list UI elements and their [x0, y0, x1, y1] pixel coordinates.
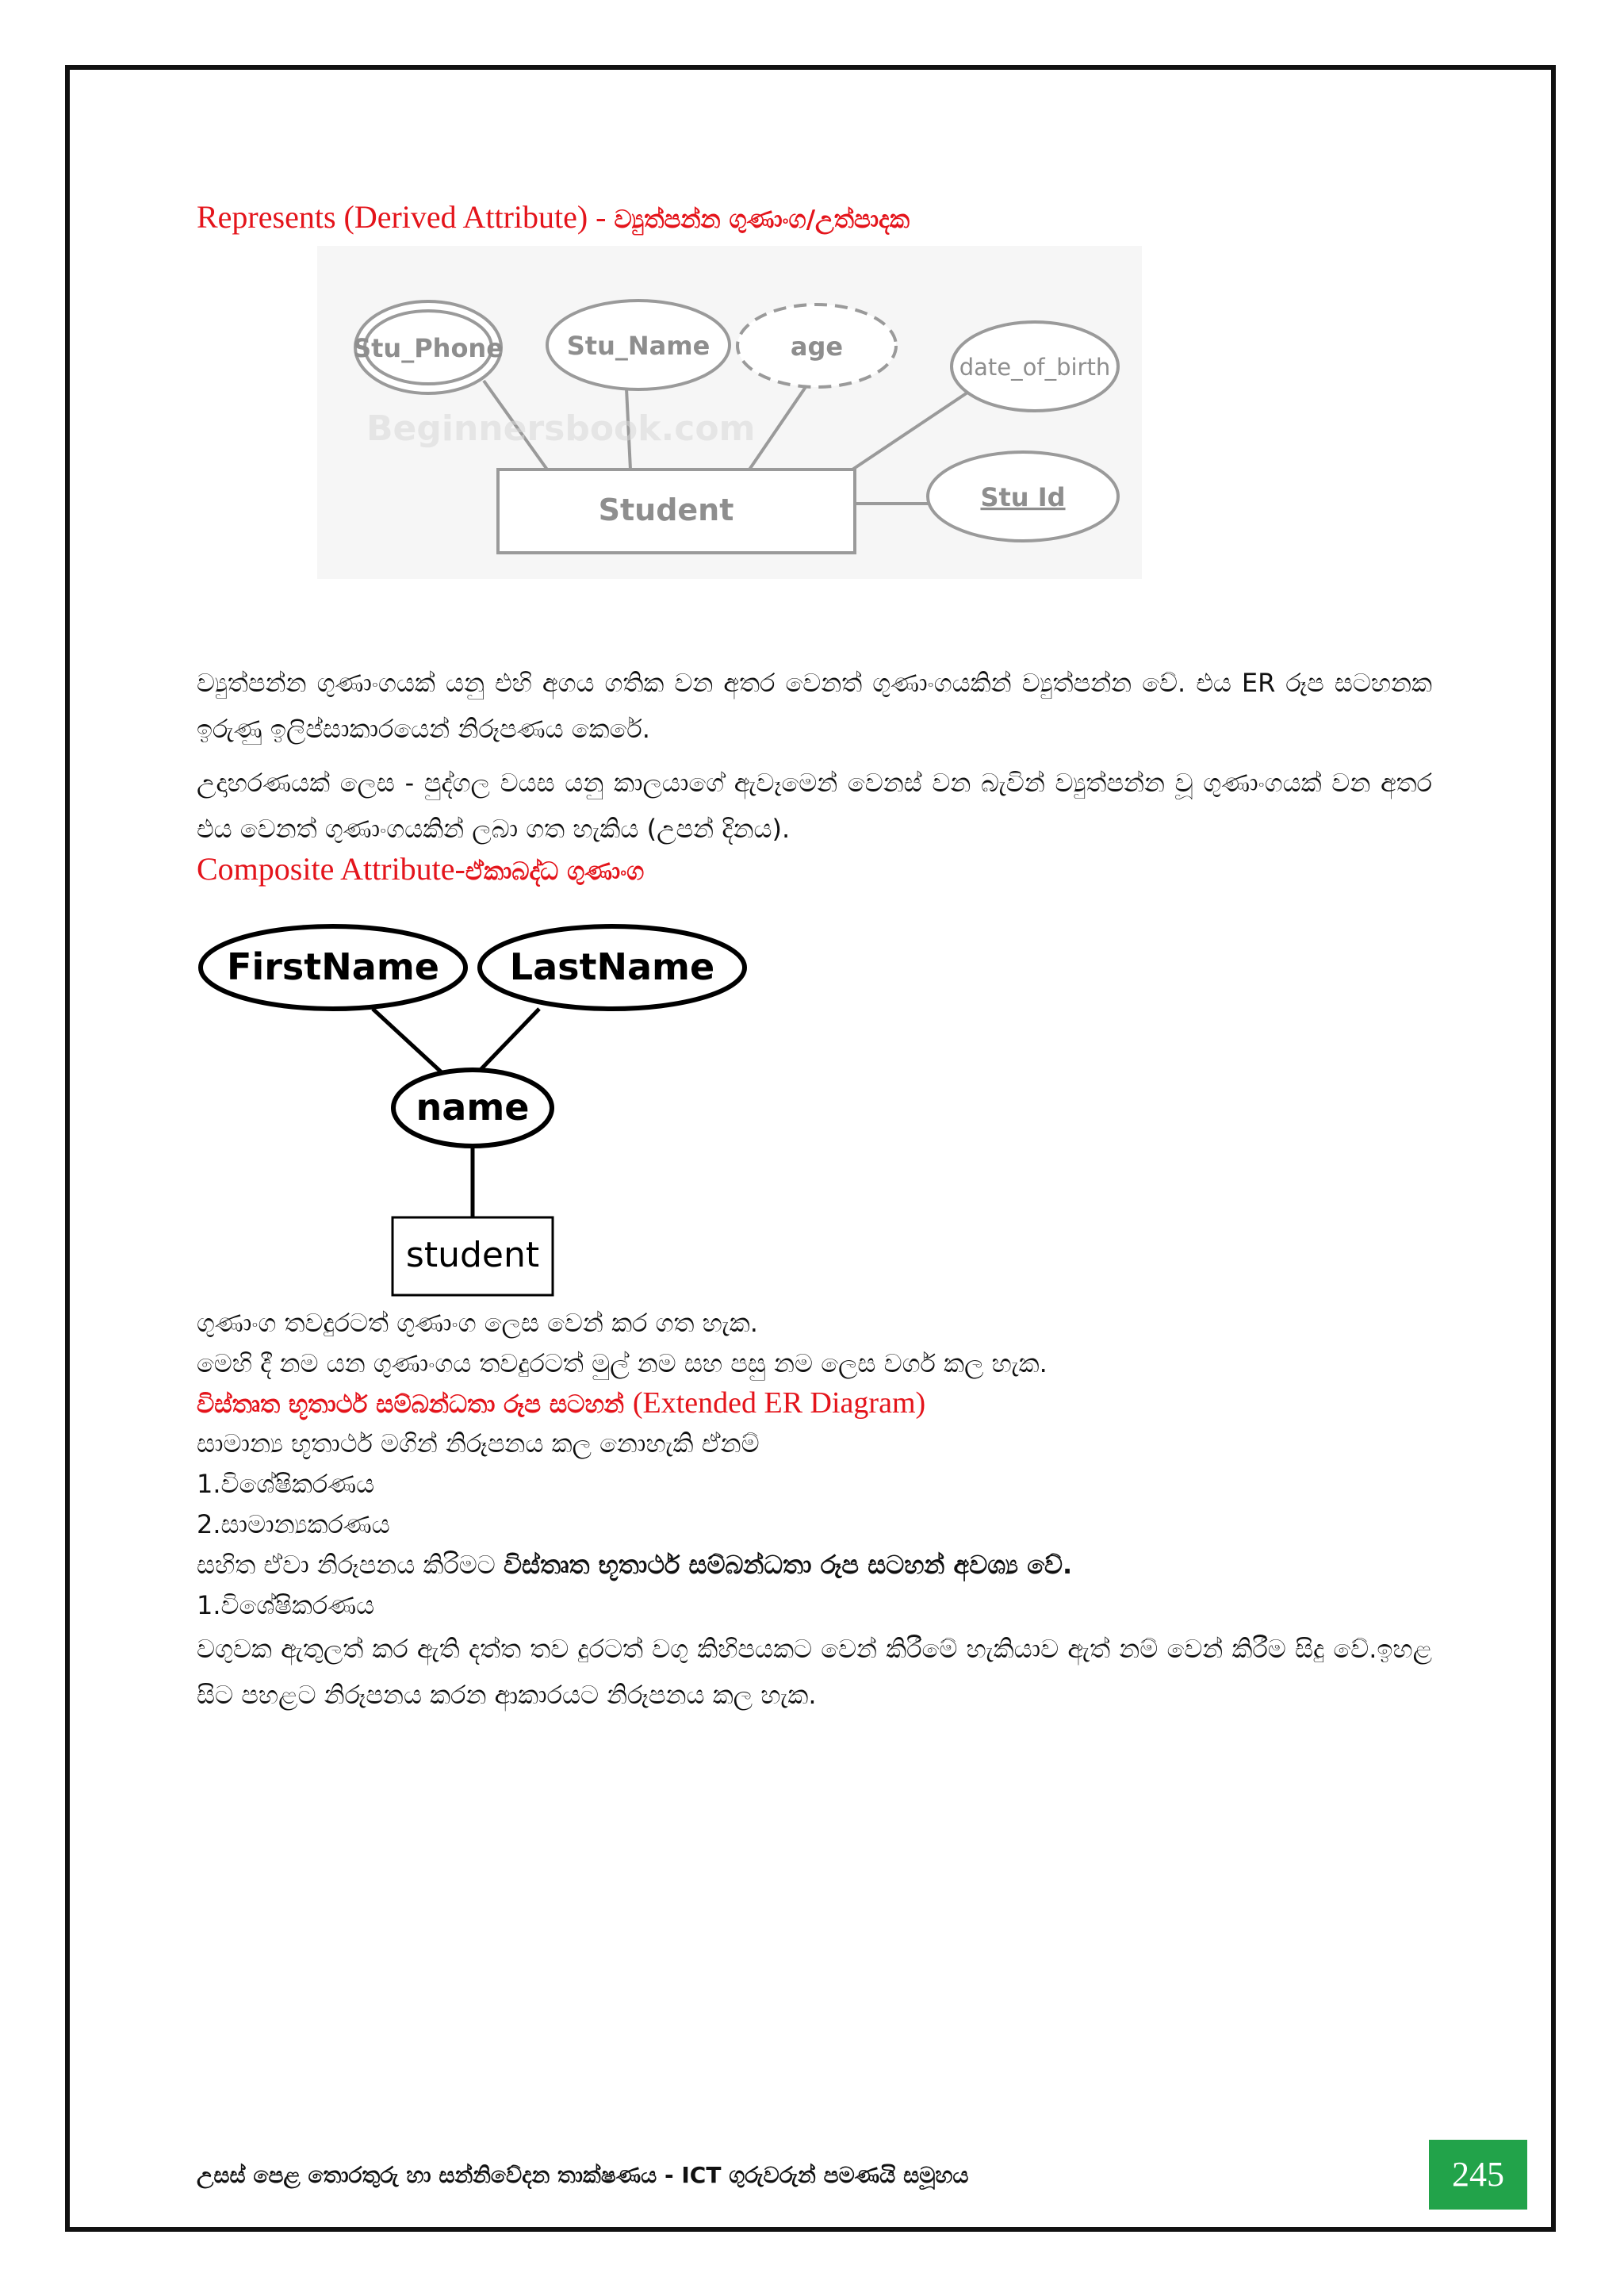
name-label: name [416, 1086, 530, 1129]
age-label: age [790, 332, 844, 362]
list-item-generalization: 2.සාමාන්‍යකරණය [197, 1509, 390, 1539]
student-label: student [405, 1235, 540, 1275]
footer-text: උසස් පෙළ තොරතුරු හා සන්නිවේදන තාක්ෂණය - ICT ගුරුවරුන් පමණයි සමූහය [197, 2162, 969, 2188]
derived-definition-paragraph: ව්‍යුත්පන්න ගුණාංගයක් යනු එහි අගය ගතික වන අතර වෙනත් ගුණාංගයකින් ව්‍යුත්පන්න වේ. එය ER රූප සටහනක ඉරුණු ඉලිප්සාකාරයෙන් නිරූපණය කෙරේ. [197, 668, 1432, 744]
stu-id-label: Stu Id [980, 482, 1066, 512]
specialization-paragraph: වගුවක ඇතුලත් කර ඇති දත්ත තව දුරටත් වගු කිහිපයකට වෙන් කිරීමේ හැකියාව ඇත් නම් වෙන් කිරීම සිදු වේ.ඉහළ සිට පහළට නිරූපනය කරන ආකාරයට නිරූපනය කල හැක. [197, 1634, 1432, 1710]
stu-name-label: Stu_Name [566, 331, 710, 361]
extended-er-heading [197, 1383, 925, 1424]
heading-english: Represents (Derived Attribute) - [197, 199, 615, 235]
date-of-birth-label: date_of_birth [959, 354, 1111, 381]
firstname-attribute [201, 926, 465, 1009]
watermark: Beginnersbook.com [366, 408, 756, 449]
eer-required-line [197, 1545, 1072, 1585]
stu-phone-label: Stu_Phone [353, 333, 504, 363]
composite-line-2: මෙහි දී නම යන ගුණාංගය තවදුරටත් මුල් නම සහ පසු නම ලෙස වර්ග කල හැක. [197, 1348, 1048, 1378]
eer-required-bold: විස්තෘත භූතාර්ථ සම්බන්ධතා රූප සටහන් අවශ්‍ය වේ. [503, 1550, 1073, 1580]
name-composite-attribute [393, 1070, 552, 1146]
student-entity [498, 470, 855, 553]
derived-attribute-diagram [317, 246, 1142, 579]
date-of-birth-attribute [952, 322, 1118, 411]
firstname-label: FirstName [227, 945, 439, 988]
stu-name-attribute [547, 301, 730, 389]
derived-attribute-heading [197, 198, 910, 239]
extended-er-heading-sinhala: විස්තෘත භූතාර්ථ සම්බන්ධතා රූප සටහන් [197, 1390, 633, 1419]
composite-attribute-heading [197, 850, 644, 891]
student-entity [393, 1217, 553, 1295]
eer-intro-line: සාමාන්‍ය භූතාර්ථ මගින් නිරූපනය කල නොහැකි ඒනම් [197, 1428, 760, 1458]
extended-er-heading-english: (Extended ER Diagram) [632, 1386, 926, 1420]
eer-required-plain: සහිත ඒවා නිරූපනය කිරිමට [197, 1550, 504, 1580]
specialization-subheading: 1.විශේෂිකරණය [197, 1590, 375, 1620]
lastname-label: LastName [509, 945, 715, 988]
stu-id-key-attribute [928, 452, 1118, 541]
composite-attribute-diagram [190, 920, 761, 1301]
age-derived-attribute [737, 305, 896, 387]
composite-line-1: ගුණාංග තවදුරටත් ගුණාංග ලෙස වෙන් කර ගත හැක. [197, 1308, 758, 1338]
student-entity-label: Student [598, 493, 734, 527]
page-number-badge: 245 [1429, 2140, 1527, 2210]
lastname-attribute [480, 926, 745, 1009]
heading-sinhala: ඒකාබද්ධ ගුණාංග [465, 857, 645, 886]
heading-sinhala: ව්‍යුත්පන්න ගුණාංග/උත්පාදක [614, 205, 910, 234]
stu-phone-attribute [353, 301, 504, 393]
list-item-specialization: 1.විශේෂිකරණය [197, 1469, 375, 1499]
derived-example-paragraph: උදාහරණයක් ලෙස - පුද්ගල වයස යනු කාලයාගේ ඇවෑමෙන් වෙනස් වන බැවින් ව්‍යුත්පන්න වූ ගුණාංගයක් වන අතර එය වෙනත් ගුණාංගයකින් ලබා ගත හැකිය (උපන් දිනය). [197, 768, 1432, 844]
heading-english: Composite Attribute- [197, 851, 465, 887]
